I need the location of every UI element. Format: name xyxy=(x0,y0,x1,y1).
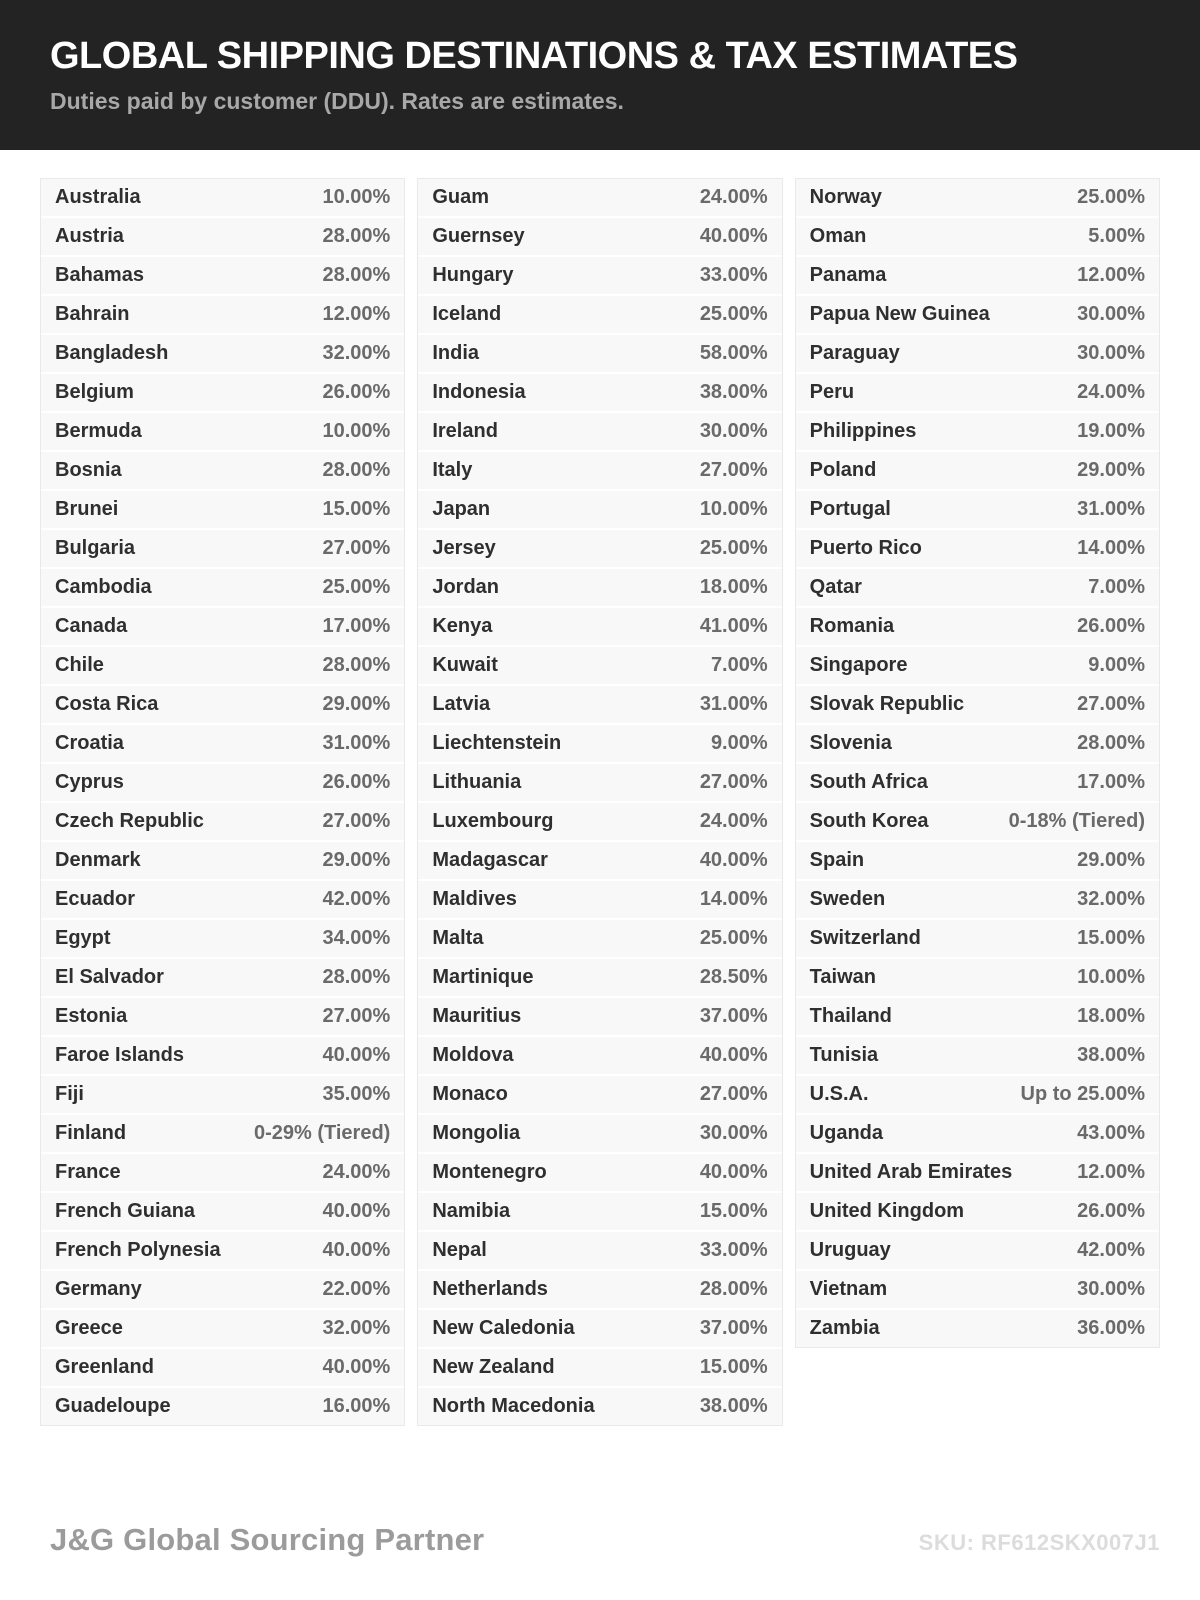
country-name: Ecuador xyxy=(55,888,136,910)
table-row xyxy=(41,647,404,686)
table-row xyxy=(418,1349,781,1388)
country-name: Moldova xyxy=(432,1044,514,1066)
table-row xyxy=(41,569,404,608)
table-row xyxy=(418,920,781,959)
tax-rate: 16.00% xyxy=(322,1395,391,1417)
table-row xyxy=(418,335,781,374)
tax-rate: 18.00% xyxy=(699,576,768,598)
table-column-2 xyxy=(417,178,782,1426)
tax-rate: 30.00% xyxy=(699,420,768,442)
country-name: Spain xyxy=(809,849,865,871)
country-name: Faroe Islands xyxy=(55,1044,184,1066)
country-name: Namibia xyxy=(432,1200,511,1222)
table-row xyxy=(796,1193,1159,1232)
table-row xyxy=(418,1388,781,1425)
country-name: Hungary xyxy=(432,264,514,286)
country-name: South Africa xyxy=(809,771,928,793)
country-name: United Kingdom xyxy=(809,1200,965,1222)
table-row xyxy=(41,764,404,803)
table-column-3 xyxy=(795,178,1160,1348)
country-name: Nepal xyxy=(432,1239,487,1261)
country-name: Bahamas xyxy=(55,264,144,286)
country-name: Costa Rica xyxy=(55,693,159,715)
country-name: Puerto Rico xyxy=(809,537,922,559)
table-row xyxy=(41,1310,404,1349)
table-row xyxy=(796,491,1159,530)
table-row xyxy=(796,257,1159,296)
tax-rate: 10.00% xyxy=(322,186,391,208)
country-name: Bangladesh xyxy=(55,342,169,364)
country-name: Chile xyxy=(55,654,104,676)
table-row xyxy=(418,959,781,998)
tax-rate: 28.00% xyxy=(322,459,391,481)
country-name: Malta xyxy=(432,927,484,949)
country-name: Zambia xyxy=(809,1317,880,1339)
country-name: Kuwait xyxy=(432,654,498,676)
tax-rate: 38.00% xyxy=(1077,1044,1145,1066)
tax-rate: 34.00% xyxy=(322,927,391,949)
table-row xyxy=(418,686,781,725)
tax-rate: 27.00% xyxy=(322,537,391,559)
tax-rate: 18.00% xyxy=(1077,1005,1145,1027)
sku-label: SKU: RF612SKX007J1 xyxy=(918,1530,1160,1555)
table-row xyxy=(41,1388,404,1425)
country-name: Czech Republic xyxy=(55,810,204,832)
tax-rate: 27.00% xyxy=(699,771,768,793)
country-name: Bahrain xyxy=(55,303,130,325)
table-row xyxy=(41,179,404,218)
page-title: GLOBAL SHIPPING DESTINATIONS & TAX ESTIMATES xyxy=(50,35,1018,77)
tax-rate: 15.00% xyxy=(699,1356,768,1378)
country-name: Estonia xyxy=(55,1005,128,1027)
country-name: Ireland xyxy=(432,420,498,442)
tax-rate: 40.00% xyxy=(699,849,768,871)
table-row xyxy=(41,491,404,530)
tax-rate: 10.00% xyxy=(1077,966,1145,988)
tax-rate: 12.00% xyxy=(1077,264,1145,286)
table-row xyxy=(418,1271,781,1310)
table-row xyxy=(418,803,781,842)
tax-rate: 12.00% xyxy=(1077,1161,1145,1183)
country-name: Jersey xyxy=(432,537,496,559)
country-name: Switzerland xyxy=(809,927,921,949)
country-name: Thailand xyxy=(809,1005,892,1027)
table-row xyxy=(418,1310,781,1349)
country-name: Papua New Guinea xyxy=(809,303,990,325)
tax-rate: 28.00% xyxy=(322,654,391,676)
country-name: Austria xyxy=(55,225,124,247)
tax-rate: 28.00% xyxy=(322,264,391,286)
country-name: Monaco xyxy=(432,1083,508,1105)
country-name: Cambodia xyxy=(55,576,152,598)
table-row xyxy=(796,959,1159,998)
table-row xyxy=(796,842,1159,881)
country-name: Denmark xyxy=(55,849,141,871)
country-name: Singapore xyxy=(809,654,908,676)
table-row xyxy=(796,764,1159,803)
tax-rate: 27.00% xyxy=(322,1005,391,1027)
country-name: Bulgaria xyxy=(55,537,136,559)
tax-rate: 29.00% xyxy=(1077,459,1145,481)
country-name: India xyxy=(432,342,479,364)
table-row xyxy=(796,452,1159,491)
tax-rate: 14.00% xyxy=(1077,537,1145,559)
country-name: Finland xyxy=(55,1122,127,1144)
tax-rate: 25.00% xyxy=(1077,186,1145,208)
country-name: Uganda xyxy=(809,1122,883,1144)
table-row xyxy=(796,296,1159,335)
country-name: Jordan xyxy=(432,576,500,598)
tax-rate: 29.00% xyxy=(322,849,391,871)
country-name: Paraguay xyxy=(809,342,900,364)
country-name: New Caledonia xyxy=(432,1317,575,1339)
table-row xyxy=(796,1232,1159,1271)
country-name: Iceland xyxy=(432,303,502,325)
table-row xyxy=(418,179,781,218)
table-row xyxy=(796,218,1159,257)
table-row xyxy=(418,491,781,530)
country-name: Canada xyxy=(55,615,128,637)
table-row xyxy=(796,1115,1159,1154)
table-row xyxy=(418,842,781,881)
table-row xyxy=(418,1115,781,1154)
tax-rate: 40.00% xyxy=(322,1200,391,1222)
tax-rate: 0-18% (Tiered) xyxy=(1008,810,1145,832)
country-name: France xyxy=(55,1161,121,1183)
tax-rate: 40.00% xyxy=(322,1356,391,1378)
tax-rate: 12.00% xyxy=(322,303,391,325)
tax-rate: 28.50% xyxy=(699,966,768,988)
table-row xyxy=(796,647,1159,686)
table-row xyxy=(796,1310,1159,1347)
tax-rate: 27.00% xyxy=(699,459,768,481)
table-row xyxy=(796,569,1159,608)
country-name: Romania xyxy=(809,615,895,637)
country-name: Kenya xyxy=(432,615,493,637)
table-row xyxy=(418,452,781,491)
brand-name: J&G Global Sourcing Partner xyxy=(50,1522,485,1557)
table-row xyxy=(796,413,1159,452)
country-name: Sweden xyxy=(809,888,886,910)
tax-rate: 9.00% xyxy=(1088,654,1145,676)
table-row xyxy=(41,998,404,1037)
table-row xyxy=(41,413,404,452)
country-name: Taiwan xyxy=(809,966,876,988)
country-name: Peru xyxy=(809,381,855,403)
country-name: Luxembourg xyxy=(432,810,554,832)
tax-rate: 37.00% xyxy=(699,1005,768,1027)
tax-rate: 28.00% xyxy=(699,1278,768,1300)
tax-rate: 40.00% xyxy=(699,1044,768,1066)
country-name: Lithuania xyxy=(432,771,522,793)
country-name: United Arab Emirates xyxy=(809,1161,1013,1183)
tax-rate: 38.00% xyxy=(699,1395,768,1417)
table-row xyxy=(418,1037,781,1076)
country-name: Australia xyxy=(55,186,141,208)
tax-rate: 14.00% xyxy=(699,888,768,910)
country-name: Bermuda xyxy=(55,420,142,442)
country-name: Italy xyxy=(432,459,473,481)
country-name: Egypt xyxy=(55,927,111,949)
tax-rate: 24.00% xyxy=(1077,381,1145,403)
country-name: Qatar xyxy=(809,576,862,598)
country-name: Germany xyxy=(55,1278,142,1300)
table-row xyxy=(796,998,1159,1037)
tax-rate: Up to 25.00% xyxy=(1020,1083,1145,1105)
table-row xyxy=(41,1271,404,1310)
tax-rate: 32.00% xyxy=(1077,888,1145,910)
tax-rate: 27.00% xyxy=(322,810,391,832)
country-name: Guadeloupe xyxy=(55,1395,171,1417)
country-name: Martinique xyxy=(432,966,534,988)
tax-rate: 42.00% xyxy=(322,888,391,910)
country-name: Vietnam xyxy=(809,1278,888,1300)
tax-rate: 19.00% xyxy=(1077,420,1145,442)
table-row xyxy=(796,1271,1159,1310)
country-name: Guernsey xyxy=(432,225,525,247)
tax-rate: 30.00% xyxy=(1077,342,1145,364)
country-name: Bosnia xyxy=(55,459,122,481)
country-name: Mongolia xyxy=(432,1122,521,1144)
tax-rate: 28.00% xyxy=(322,966,391,988)
tax-rate: 30.00% xyxy=(1077,303,1145,325)
footer xyxy=(50,1522,1160,1558)
country-name: Madagascar xyxy=(432,849,548,871)
table-row xyxy=(41,686,404,725)
table-row xyxy=(796,920,1159,959)
country-name: Guam xyxy=(432,186,490,208)
table-row xyxy=(418,374,781,413)
tax-rate: 26.00% xyxy=(322,771,391,793)
country-name: Liechtenstein xyxy=(432,732,562,754)
country-name: Greece xyxy=(55,1317,123,1339)
tax-rate: 17.00% xyxy=(1077,771,1145,793)
tax-rate: 15.00% xyxy=(1077,927,1145,949)
tax-rate-table xyxy=(40,178,1160,1426)
tax-rate: 7.00% xyxy=(1088,576,1145,598)
table-row xyxy=(796,803,1159,842)
tax-rate: 15.00% xyxy=(322,498,391,520)
table-row xyxy=(796,686,1159,725)
table-row xyxy=(41,1349,404,1388)
tax-rate: 29.00% xyxy=(1077,849,1145,871)
tax-rate: 26.00% xyxy=(1077,615,1145,637)
table-row xyxy=(418,257,781,296)
table-row xyxy=(41,1076,404,1115)
country-name: Latvia xyxy=(432,693,491,715)
table-row xyxy=(41,842,404,881)
tax-rate: 30.00% xyxy=(1077,1278,1145,1300)
tax-rate: 28.00% xyxy=(322,225,391,247)
country-name: Norway xyxy=(809,186,882,208)
table-row xyxy=(418,530,781,569)
header-banner xyxy=(0,0,1200,150)
tax-rate: 25.00% xyxy=(699,303,768,325)
table-row xyxy=(796,374,1159,413)
table-column-1 xyxy=(40,178,405,1426)
tax-rate: 27.00% xyxy=(699,1083,768,1105)
table-row xyxy=(418,1193,781,1232)
table-row xyxy=(41,1037,404,1076)
country-name: North Macedonia xyxy=(432,1395,595,1417)
table-row xyxy=(41,803,404,842)
country-name: French Polynesia xyxy=(55,1239,221,1261)
tax-rate: 31.00% xyxy=(699,693,768,715)
table-row xyxy=(41,920,404,959)
table-row xyxy=(796,1154,1159,1193)
tax-rate: 9.00% xyxy=(710,732,768,754)
table-row xyxy=(41,1115,404,1154)
country-name: Brunei xyxy=(55,498,119,520)
country-name: Panama xyxy=(809,264,887,286)
table-row xyxy=(418,569,781,608)
table-row xyxy=(41,452,404,491)
tax-rate: 10.00% xyxy=(322,420,391,442)
table-row xyxy=(41,374,404,413)
country-name: Maldives xyxy=(432,888,517,910)
country-name: Netherlands xyxy=(432,1278,548,1300)
table-row xyxy=(41,1193,404,1232)
table-row xyxy=(41,959,404,998)
table-row xyxy=(41,218,404,257)
country-name: French Guiana xyxy=(55,1200,196,1222)
table-row xyxy=(796,881,1159,920)
tax-rate: 15.00% xyxy=(699,1200,768,1222)
country-name: South Korea xyxy=(809,810,929,832)
table-row xyxy=(418,1154,781,1193)
table-row xyxy=(41,608,404,647)
table-row xyxy=(796,179,1159,218)
tax-rate: 24.00% xyxy=(699,810,768,832)
table-row xyxy=(418,764,781,803)
country-name: Japan xyxy=(432,498,491,520)
tax-rate: 31.00% xyxy=(322,732,391,754)
tax-rate: 30.00% xyxy=(699,1122,768,1144)
table-row xyxy=(41,296,404,335)
table-row xyxy=(41,335,404,374)
country-name: Oman xyxy=(809,225,867,247)
table-row xyxy=(41,530,404,569)
country-name: New Zealand xyxy=(432,1356,555,1378)
table-row xyxy=(418,218,781,257)
tax-rate: 35.00% xyxy=(322,1083,391,1105)
tax-rate: 38.00% xyxy=(699,381,768,403)
tax-rate: 42.00% xyxy=(1077,1239,1145,1261)
table-row xyxy=(418,296,781,335)
tax-rate: 0-29% (Tiered) xyxy=(253,1122,391,1144)
table-row xyxy=(418,1232,781,1271)
country-name: Portugal xyxy=(809,498,891,520)
tax-rate: 32.00% xyxy=(322,342,391,364)
table-row xyxy=(418,881,781,920)
tax-rate: 25.00% xyxy=(699,537,768,559)
tax-rate: 10.00% xyxy=(699,498,768,520)
country-name: Cyprus xyxy=(55,771,124,793)
tax-rate: 25.00% xyxy=(322,576,391,598)
tax-rate: 36.00% xyxy=(1077,1317,1145,1339)
tax-rate: 31.00% xyxy=(1077,498,1145,520)
country-name: Slovak Republic xyxy=(809,693,965,715)
tax-rate: 40.00% xyxy=(699,225,768,247)
table-row xyxy=(418,647,781,686)
table-row xyxy=(796,608,1159,647)
table-row xyxy=(41,881,404,920)
table-row xyxy=(418,1076,781,1115)
tax-rate: 29.00% xyxy=(322,693,391,715)
country-name: Belgium xyxy=(55,381,134,403)
table-row xyxy=(796,1076,1159,1115)
tax-rate: 32.00% xyxy=(322,1317,391,1339)
table-row xyxy=(41,725,404,764)
table-row xyxy=(41,1232,404,1271)
country-name: Fiji xyxy=(55,1083,84,1105)
country-name: U.S.A. xyxy=(809,1083,869,1105)
country-name: Indonesia xyxy=(432,381,526,403)
table-row xyxy=(418,413,781,452)
tax-rate: 27.00% xyxy=(1077,693,1145,715)
tax-rate: 24.00% xyxy=(699,186,768,208)
country-name: Croatia xyxy=(55,732,124,754)
country-name: Slovenia xyxy=(809,732,892,754)
table-row xyxy=(796,530,1159,569)
table-row xyxy=(796,725,1159,764)
tax-rate: 33.00% xyxy=(699,264,768,286)
country-name: Poland xyxy=(809,459,877,481)
country-name: Philippines xyxy=(809,420,917,442)
tax-rate: 40.00% xyxy=(699,1161,768,1183)
table-row xyxy=(418,725,781,764)
table-row xyxy=(796,1037,1159,1076)
table-row xyxy=(796,335,1159,374)
tax-rate: 40.00% xyxy=(322,1044,391,1066)
tax-rate: 17.00% xyxy=(322,615,391,637)
table-row xyxy=(418,998,781,1037)
tax-rate: 41.00% xyxy=(699,615,768,637)
tax-rate: 37.00% xyxy=(699,1317,768,1339)
tax-rate: 5.00% xyxy=(1088,225,1145,247)
tax-rate: 25.00% xyxy=(699,927,768,949)
table-row xyxy=(418,608,781,647)
tax-rate: 40.00% xyxy=(322,1239,391,1261)
table-row xyxy=(41,1154,404,1193)
tax-rate: 58.00% xyxy=(699,342,768,364)
country-name: Greenland xyxy=(55,1356,154,1378)
tax-rate: 26.00% xyxy=(1077,1200,1145,1222)
tax-rate: 33.00% xyxy=(699,1239,768,1261)
tax-rate: 24.00% xyxy=(322,1161,391,1183)
country-name: El Salvador xyxy=(55,966,164,988)
table-row xyxy=(41,257,404,296)
country-name: Montenegro xyxy=(432,1161,547,1183)
country-name: Uruguay xyxy=(809,1239,891,1261)
page-subtitle: Duties paid by customer (DDU). Rates are estimates. xyxy=(50,87,624,114)
tax-rate: 28.00% xyxy=(1077,732,1145,754)
country-name: Mauritius xyxy=(432,1005,522,1027)
country-name: Tunisia xyxy=(809,1044,879,1066)
tax-rate: 26.00% xyxy=(322,381,391,403)
tax-rate: 43.00% xyxy=(1077,1122,1145,1144)
tax-rate: 22.00% xyxy=(322,1278,391,1300)
tax-rate: 7.00% xyxy=(710,654,768,676)
